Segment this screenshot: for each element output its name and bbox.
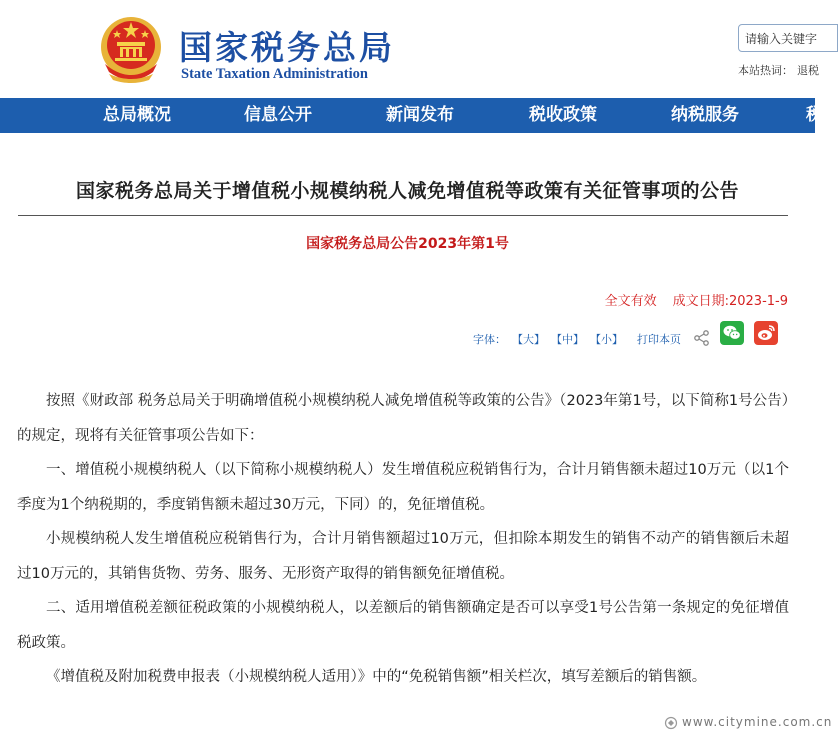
article-paragraph: 一、增值税小规模纳税人（以下简称小规模纳税人）发生增值税应税销售行为，合计月销售额未超过10万元（以1个季度为1个纳税期的，季度销售额未超过30万元，下同）的，免征增值税。 <box>17 462 789 513</box>
main-nav <box>0 98 823 133</box>
issue-date: 成文日期:2023-1-9 <box>672 294 788 309</box>
hot-words-label: 本站热词： <box>738 64 793 77</box>
nav-item-overview[interactable]: 总局概况 <box>103 105 171 125</box>
watermark-text: www.citymine.com.cn <box>682 715 833 729</box>
reading-tools <box>473 330 681 350</box>
print-link[interactable]: 打印本页 <box>637 333 681 346</box>
weibo-icon[interactable] <box>754 321 778 345</box>
national-emblem-icon[interactable] <box>97 14 165 84</box>
nav-item-more[interactable]: 税 <box>806 105 823 125</box>
font-small-link[interactable]: 【小】 <box>590 333 623 346</box>
article-title: 国家税务总局关于增值税小规模纳税人减免增值税等政策有关征管事项的公告 <box>75 180 739 202</box>
article-paragraph: 《增值税及附加税费申报表（小规模纳税人适用）》中的“免税销售额”相关栏次，填写差额后的销售额。 <box>46 669 707 685</box>
article-body <box>17 384 789 695</box>
hot-word-link[interactable]: 退税 <box>797 64 819 77</box>
hot-words <box>738 62 819 78</box>
nav-item-news[interactable]: 新闻发布 <box>386 105 454 125</box>
watermark <box>663 715 832 730</box>
article-paragraph: 按照《财政部 税务总局关于明确增值税小规模纳税人减免增值税等政策的公告》（2023年第1号，以下简称1号公告）的规定，现将有关征管事项公告如下： <box>17 393 789 444</box>
font-medium-link[interactable]: 【中】 <box>551 333 584 346</box>
watermark-logo-icon <box>663 716 679 730</box>
document-number: 国家税务总局公告2023年第1号 <box>306 236 509 252</box>
nav-item-disclosure[interactable]: 信息公开 <box>244 105 312 125</box>
validity-status: 全文有效 <box>604 294 657 309</box>
search-input[interactable]: 请输入关键字 <box>738 24 838 52</box>
article-paragraph: 二、适用增值税差额征税政策的小规模纳税人，以差额后的销售额确定是否可以享受1号公告第一条规定的免征增值税政策。 <box>17 600 789 651</box>
site-header <box>0 0 819 98</box>
article-paragraph: 小规模纳税人发生增值税应税销售行为，合计月销售额超过10万元，但扣除本期发生的销售不动产的销售额后未超过10万元的，其销售货物、劳务、服务、无形资产取得的销售额免征增值税。 <box>17 531 789 582</box>
title-divider <box>18 215 788 216</box>
article-meta <box>605 290 788 309</box>
font-size-label: 字体： <box>473 333 506 346</box>
nav-item-policy[interactable]: 税收政策 <box>529 105 597 125</box>
wechat-icon[interactable] <box>720 321 744 345</box>
site-name-en[interactable]: State Taxation Administration <box>181 66 368 82</box>
nav-item-service[interactable]: 纳税服务 <box>671 105 739 125</box>
site-name-cn[interactable]: 国家税务总局 <box>179 28 395 67</box>
share-icon[interactable] <box>693 329 711 347</box>
font-large-link[interactable]: 【大】 <box>512 333 545 346</box>
